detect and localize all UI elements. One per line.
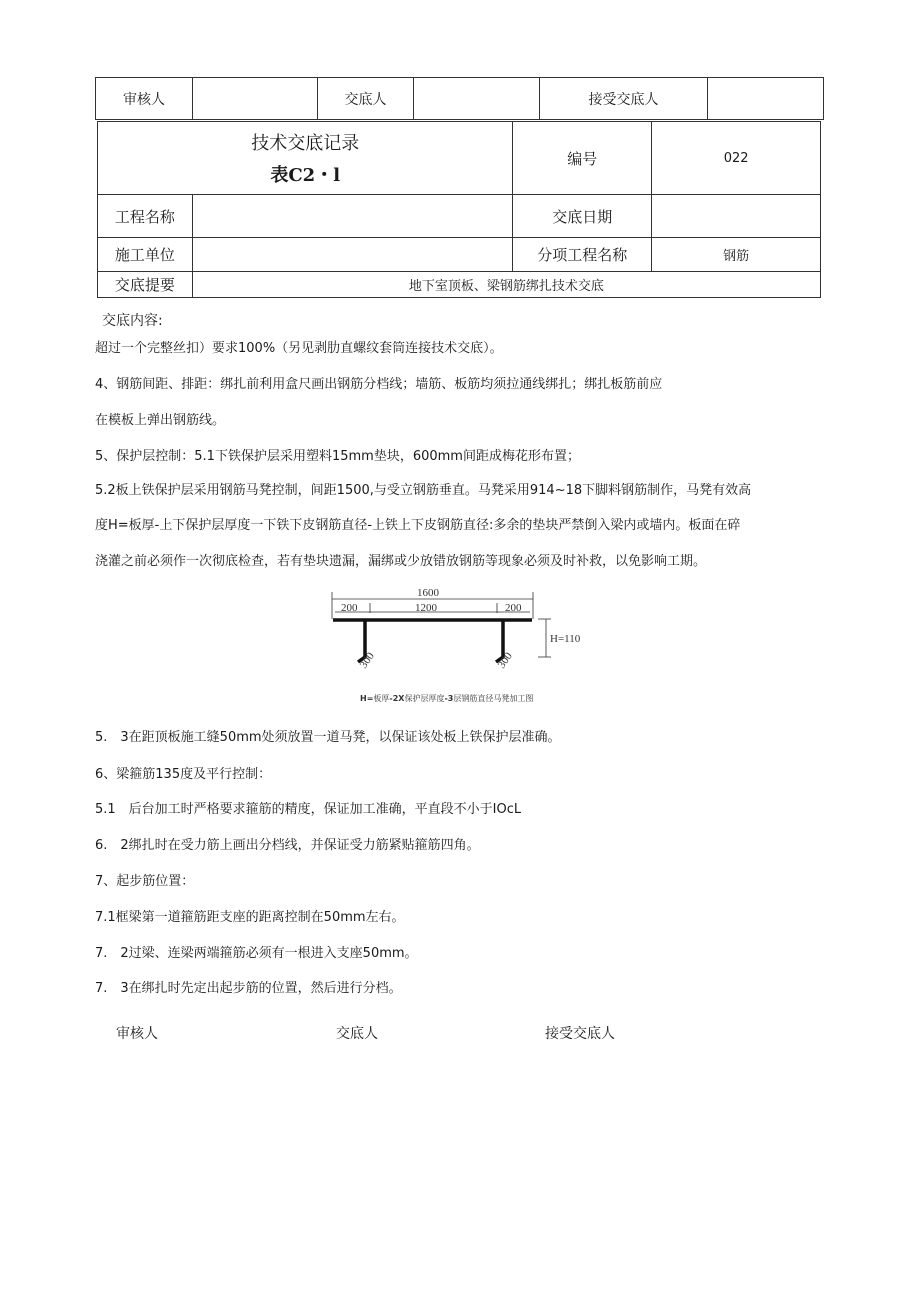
caption-bold: -2X bbox=[389, 694, 405, 703]
discloser-field[interactable] bbox=[414, 78, 540, 119]
discloser-label: 交底人 bbox=[318, 78, 414, 119]
paragraph: 超过一个完整丝扣）要求100%（另见剥肋直螺纹套筒连接技术交底）。 bbox=[95, 341, 503, 356]
paragraph: 7. 2过梁、连梁两端箍筋必须有一根进入支座50mm。 bbox=[95, 946, 418, 961]
number-value[interactable]: 022 bbox=[652, 122, 821, 195]
number-label: 编号 bbox=[513, 122, 652, 195]
height-label: H=110 bbox=[550, 633, 581, 645]
dim-total-length: 1600 bbox=[417, 587, 439, 599]
paragraph: 4、钢筋间距、排距：绑扎前利用盒尺画出钢筋分档线；墙筋、板筋均须拉通线绑扎；绑扎板筋前应 bbox=[95, 377, 663, 392]
paragraph: 5.2板上铁保护层采用钢筋马凳控制，间距1500,与受立钢筋垂直。马凳采用914~18下脚料钢筋制作，马凳有效高 bbox=[95, 483, 752, 498]
reviewer-field[interactable] bbox=[193, 78, 318, 119]
paragraph: 浇灌之前必须作一次彻底检查，若有垫块遗漏，漏绑或少放错放钢筋等现象必须及时补救，以免影响工期。 bbox=[95, 554, 707, 569]
caption-bold: -3 bbox=[444, 694, 454, 703]
form-code: 表C2・l bbox=[270, 165, 341, 186]
record-header-table bbox=[97, 121, 821, 298]
signature-table bbox=[95, 77, 824, 120]
summary-value[interactable]: 地下室顶板、梁钢筋绑扎技术交底 bbox=[192, 272, 820, 298]
receiver-label: 接受交底人 bbox=[540, 78, 708, 119]
paragraph: 6. 2绑扎时在受力筋上画出分档线，并保证受力筋紧贴箍筋四角。 bbox=[95, 838, 480, 853]
footer-reviewer-label: 审核人 bbox=[116, 1026, 158, 1042]
project-name-field[interactable] bbox=[192, 195, 513, 238]
reviewer-label: 审核人 bbox=[96, 78, 193, 119]
footer-receiver-label: 接受交底人 bbox=[545, 1026, 615, 1042]
date-label: 交底日期 bbox=[513, 195, 652, 238]
subproject-value[interactable]: 钢筋 bbox=[652, 238, 821, 272]
rebar-chair-diagram bbox=[325, 585, 595, 690]
subproject-label: 分项工程名称 bbox=[513, 238, 652, 272]
caption-bold: H= bbox=[360, 694, 374, 703]
paragraph: 在模板上弹出钢筋线。 bbox=[95, 413, 226, 428]
diagram-caption bbox=[360, 693, 533, 704]
leg-left-length: 300 bbox=[357, 650, 377, 671]
content-heading: 交底内容: bbox=[102, 313, 163, 329]
paragraph: 7、起步筋位置： bbox=[95, 874, 195, 889]
paragraph: 5、保护层控制：5.1下铁保护层采用塑料15mm垫块，600mm间距成梅花形布置； bbox=[95, 449, 580, 464]
paragraph: 7. 3在绑扎时先定出起步筋的位置，然后进行分档。 bbox=[95, 981, 402, 996]
title-cell bbox=[98, 122, 513, 195]
footer-discloser-label: 交底人 bbox=[336, 1026, 378, 1042]
dim-right-end: 200 bbox=[505, 602, 522, 614]
caption-part: 保护层厚度 bbox=[404, 694, 445, 703]
paragraph: 7.1框梁第一道箍筋距支座的距离控制在50mm左右。 bbox=[95, 910, 405, 925]
leg-right-length: 300 bbox=[495, 650, 515, 671]
receiver-field[interactable] bbox=[708, 78, 823, 119]
paragraph: 度H=板厚-上下保护层厚度一下铁下皮钢筋直径-上铁上下皮钢筋直径:多余的垫块严禁倒入梁内或墙内。板面在碎 bbox=[95, 518, 741, 533]
dim-left-end: 200 bbox=[341, 602, 358, 614]
unit-label: 施工单位 bbox=[98, 238, 193, 272]
paragraph: 6、梁箍筋135度及平行控制： bbox=[95, 767, 272, 782]
paragraph: 5. 3在距顶板施工缝50mm处须放置一道马凳，以保证该处板上铁保护层准确。 bbox=[95, 730, 561, 745]
caption-part: 板厚 bbox=[373, 694, 390, 703]
paragraph: 5.1 后台加工时严格要求箍筋的精度，保证加工准确，平直段不小于IOcL bbox=[95, 802, 522, 817]
project-name-label: 工程名称 bbox=[98, 195, 193, 238]
document-title: 技术交底记录 bbox=[251, 133, 360, 154]
date-field[interactable] bbox=[652, 195, 821, 238]
dim-middle: 1200 bbox=[415, 602, 437, 614]
summary-label: 交底提要 bbox=[98, 272, 193, 298]
unit-field[interactable] bbox=[192, 238, 513, 272]
caption-part: 层钢筋直径马凳加工图 bbox=[453, 694, 534, 703]
